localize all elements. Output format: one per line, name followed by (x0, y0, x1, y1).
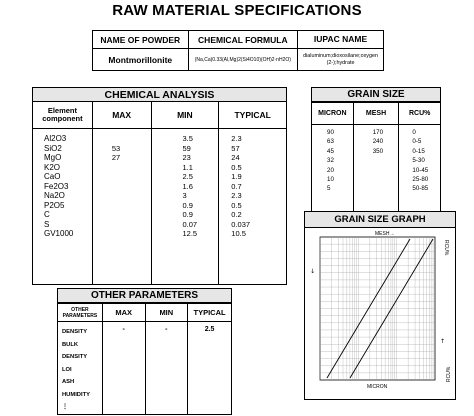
col-other-label: OTHER (71, 306, 89, 313)
parameter-name: ASH (62, 379, 75, 385)
arrow-up-icon: ↑ (440, 338, 446, 345)
mesh-value: 240 (372, 138, 384, 146)
micron-values (312, 125, 354, 215)
min-value: 3.5 (182, 134, 193, 143)
typical-value: 0.5 (231, 200, 242, 210)
typical-value: 0.7 (231, 181, 242, 191)
col-parameters-label: PARAMETERS (62, 312, 98, 319)
rcu-value: 10-45 (412, 166, 429, 174)
col-name-of-powder: NAME OF POWDER (93, 31, 189, 49)
typical-value: 2.3 (231, 191, 242, 201)
max-value (112, 201, 151, 211)
element-name: K2O (44, 162, 61, 172)
element-name: GV1000 (44, 229, 74, 239)
parameter-name: DENSITY (62, 329, 88, 335)
max-value: 53 (111, 143, 121, 153)
element-name: Fe2O3 (44, 181, 69, 191)
element-name: Al2O3 (44, 134, 67, 143)
arrow-down-icon: ↓ (310, 268, 316, 275)
col-micron: MICRON (312, 103, 354, 125)
min-value: 0.07 (182, 219, 198, 229)
other-parameters-table (57, 303, 232, 415)
grain-size-graph-heading: GRAIN SIZE GRAPH (305, 212, 455, 228)
rcu-values (399, 125, 441, 215)
micron-value: 20 (327, 166, 334, 174)
col-rcu: RCU% (399, 103, 441, 125)
page-title: RAW MATERIAL SPECIFICATIONS (112, 2, 362, 19)
parameter-max: - (102, 322, 145, 415)
element-name: SiO2 (44, 143, 62, 153)
powder-name: Montmorillonite (93, 49, 189, 71)
col-max: MAX (102, 304, 145, 322)
col-iupac-name: IUPAC NAME (298, 31, 384, 49)
spec-table (92, 30, 384, 71)
col-chemical-formula: CHEMICAL FORMULA (188, 31, 297, 49)
col-typical: TYPICAL (219, 102, 287, 129)
col-min: MIN (151, 102, 219, 129)
micron-value: 45 (327, 147, 334, 155)
parameter-min: - (145, 322, 188, 415)
parameter-typical: 2.5 (188, 322, 232, 415)
max-value (112, 172, 151, 182)
col-component-label: component (42, 114, 83, 123)
element-name: Na2O (44, 191, 65, 201)
graph-grid-horizontal (320, 244, 435, 373)
col-typical: TYPICAL (188, 304, 232, 322)
parameter-name: HUMIDITY (62, 391, 91, 398)
min-value: 0.9 (182, 210, 193, 220)
rcu-value: 5-30 (412, 157, 425, 165)
max-value (112, 163, 151, 173)
col-other-parameters (58, 304, 103, 322)
grain-size-table (311, 102, 441, 215)
micron-value: 90 (327, 129, 334, 136)
max-value (112, 182, 151, 192)
element-name: MgO (44, 153, 62, 163)
max-value (112, 229, 151, 239)
rcu-value: 50-85 (412, 185, 429, 193)
grain-size-graph-plot (305, 228, 455, 399)
grain-size-graph (304, 211, 456, 400)
typical-value: 0.5 (231, 162, 242, 172)
chemical-analysis-heading: CHEMICAL ANALYSIS (32, 87, 287, 102)
graph-rcu-label-bottom: RCU% (446, 366, 452, 382)
iupac-name (298, 49, 384, 71)
typical-value: 0.037 (231, 219, 251, 229)
typical-value: 57 (231, 143, 240, 153)
rcu-value: 0 (412, 129, 416, 136)
mesh-value: 350 (372, 147, 384, 155)
other-parameters-heading: OTHER PARAMETERS (57, 288, 232, 303)
element-name: CaO (44, 172, 61, 182)
element-name: C (44, 210, 50, 220)
min-values (151, 129, 219, 285)
min-value: 0.9 (182, 200, 193, 210)
rcu-value: 0-15 (412, 147, 425, 155)
col-element-label: Element (47, 106, 77, 115)
element-name: S (44, 219, 50, 229)
chemical-analysis-table (32, 101, 287, 285)
col-mesh: MESH (353, 103, 399, 125)
micron-value: 10 (327, 176, 334, 184)
parameter-list (58, 322, 103, 415)
element-list (33, 129, 93, 285)
max-value (112, 220, 151, 230)
min-value: 23 (182, 153, 191, 163)
element-name: P2O5 (44, 200, 65, 210)
max-values (92, 129, 151, 285)
parameter-name: LOI (62, 366, 72, 373)
max-value (112, 134, 151, 144)
rcu-value: 25-80 (412, 176, 429, 184)
iupac-line-1: dialuminum;dioxosilane;oxygen (303, 52, 378, 59)
grain-size-heading: GRAIN SIZE (311, 87, 441, 102)
typical-value: 1.9 (231, 172, 242, 182)
micron-value: 32 (327, 157, 334, 165)
max-value (112, 210, 151, 220)
min-value: 59 (182, 143, 191, 153)
parameter-name: ⋮ (62, 404, 68, 410)
graph-mesh-label: MESH→ (375, 231, 395, 237)
graph-rcu-label-top: RCU% (443, 240, 449, 256)
max-value (112, 191, 151, 201)
max-value: 27 (111, 153, 121, 163)
parameter-name: BULK DENSITY (62, 341, 88, 360)
micron-value: 5 (327, 185, 331, 193)
min-value: 12.5 (182, 229, 198, 239)
min-value: 1.6 (182, 181, 193, 191)
col-min: MIN (145, 304, 188, 322)
graph-micron-label: MICRON (367, 384, 388, 390)
min-value: 1.1 (182, 162, 193, 172)
typical-value: 10.5 (231, 229, 246, 239)
typical-value: 0.2 (231, 210, 242, 220)
micron-value: 63 (327, 138, 334, 146)
typical-value: 2.3 (231, 134, 242, 143)
rcu-value: 0-5 (412, 138, 422, 146)
chemical-formula: (Na,Ca)0.33(Al,Mg)2(Si4O10)(OH)2·nH2O) (188, 49, 297, 71)
col-element-component (33, 102, 93, 129)
min-value: 3 (182, 191, 187, 201)
iupac-line-2: (2-);hydrate (326, 59, 355, 66)
mesh-value: 170 (372, 129, 384, 136)
typical-value: 24 (231, 153, 240, 163)
mesh-values (353, 125, 399, 215)
typical-values (219, 129, 287, 285)
col-max: MAX (92, 102, 151, 129)
min-value: 2.5 (182, 172, 193, 182)
